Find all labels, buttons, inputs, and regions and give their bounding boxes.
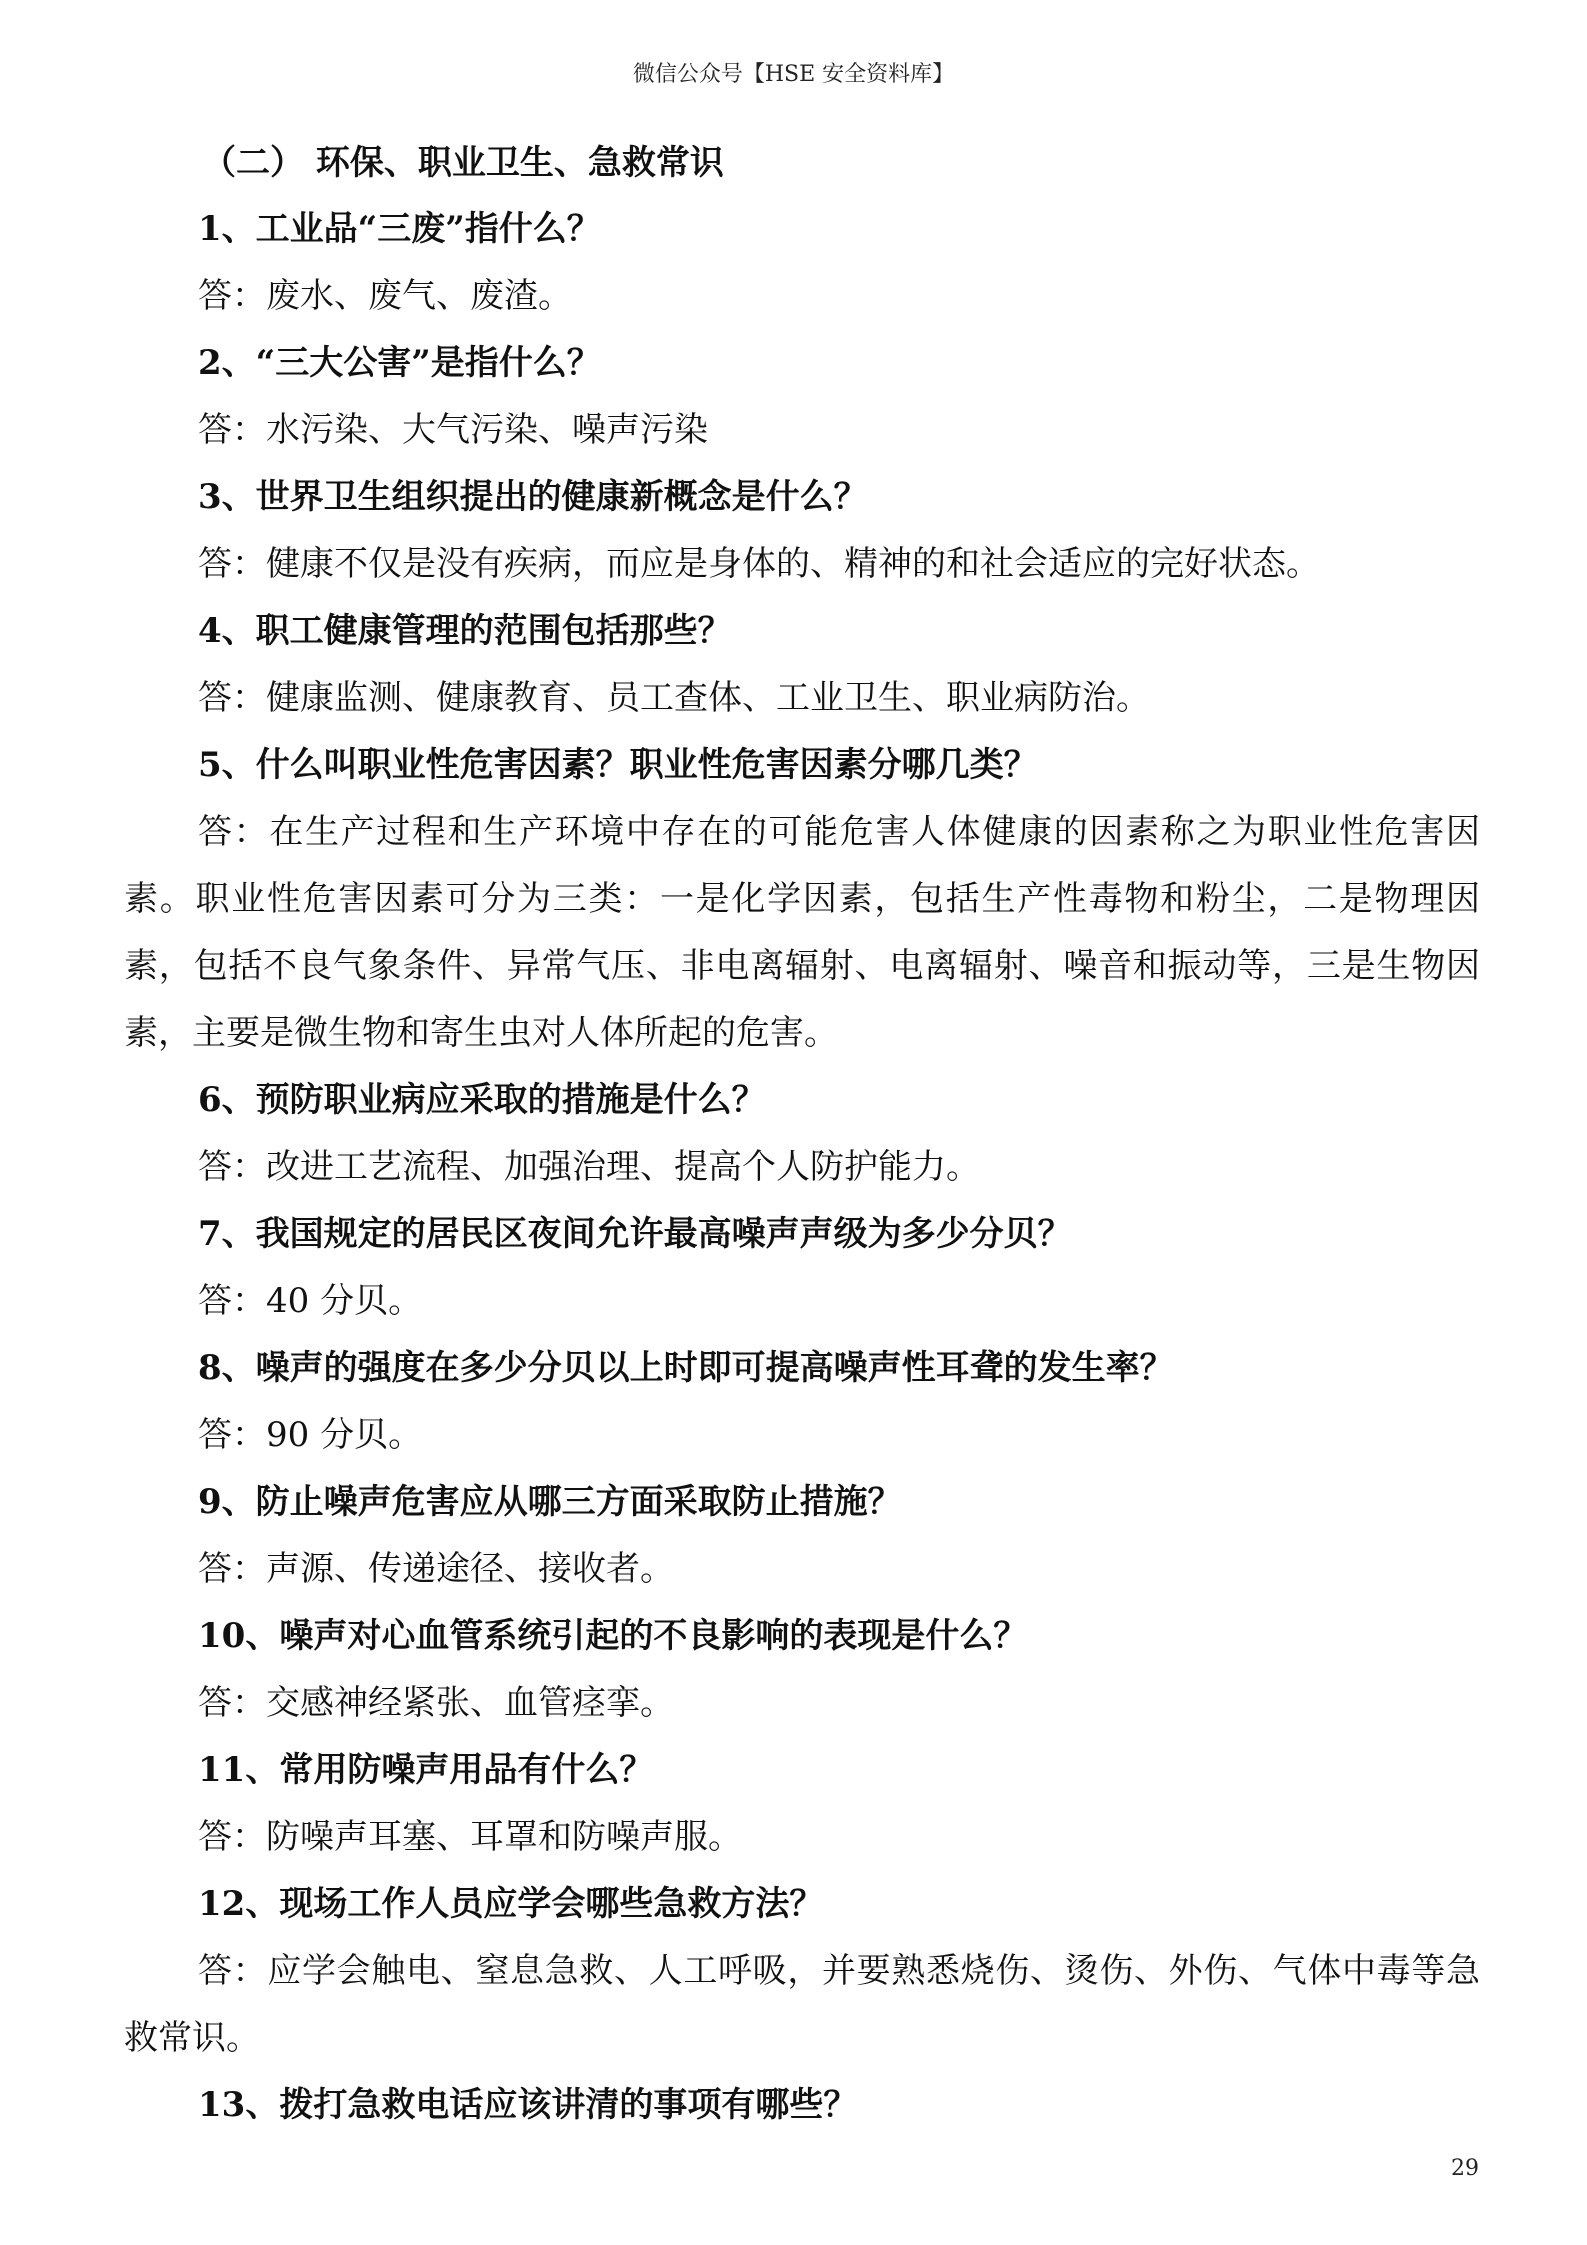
- answer: 答：水污染、大气污染、噪声污染: [198, 410, 708, 450]
- question: 13、拨打急救电话应该讲清的事项有哪些？: [198, 2085, 858, 2125]
- qa-item-3: [124, 464, 1480, 598]
- qa-item-8: [124, 1335, 1480, 1469]
- answer: 答：防噪声耳塞、耳罩和防噪声服。: [198, 1817, 742, 1857]
- answer: 答：在生产过程和生产环境中存在的可能危害人体健康的因素称之为职业性危害因素。职业性危害因素可分为三类：一是化学因素，包括生产性毒物和粉尘，二是物理因素，包括不良气象条件、异常气压、非电离辐射、电离辐射、噪音和振动等，三是生物因素，主要是微生物和寄生虫对人体所起的危害。: [124, 812, 1480, 1053]
- question: 9、防止噪声危害应从哪三方面采取防止措施？: [198, 1482, 902, 1522]
- qa-item-11: [124, 1737, 1480, 1871]
- answer: 答：交感神经紧张、血管痉挛。: [198, 1683, 674, 1723]
- qa-item-13: [124, 2072, 1480, 2139]
- answer: 答：健康监测、健康教育、员工查体、工业卫生、职业病防治。: [198, 678, 1150, 718]
- qa-item-2: [124, 330, 1480, 464]
- document-body: [124, 130, 1480, 2139]
- answer: 答：90 分贝。: [198, 1415, 423, 1455]
- question: 6、预防职业病应采取的措施是什么？: [198, 1080, 766, 1120]
- section-title: （二） 环保、职业卫生、急救常识: [202, 143, 724, 183]
- question: 12、现场工作人员应学会哪些急救方法？: [198, 1884, 824, 1924]
- qa-item-5: [124, 732, 1480, 1067]
- question: 4、职工健康管理的范围包括那些？: [198, 611, 732, 651]
- qa-item-7: [124, 1201, 1480, 1335]
- answer: 答：改进工艺流程、加强治理、提高个人防护能力。: [198, 1147, 980, 1187]
- question: 2、“三大公害”是指什么？: [198, 343, 601, 383]
- page-header: 微信公众号【HSE 安全资料库】: [632, 62, 955, 87]
- question: 1、工业品“三废”指什么？: [198, 209, 601, 249]
- question: 3、世界卫生组织提出的健康新概念是什么？: [198, 477, 868, 517]
- question: 5、什么叫职业性危害因素？职业性危害因素分哪几类？: [198, 745, 1038, 785]
- answer: 答：健康不仅是没有疾病，而应是身体的、精神的和社会适应的完好状态。: [198, 544, 1320, 584]
- question: 11、常用防噪声用品有什么？: [198, 1750, 654, 1790]
- qa-item-6: [124, 1067, 1480, 1201]
- answer: 答：应学会触电、窒息急救、人工呼吸，并要熟悉烧伤、烫伤、外伤、气体中毒等急救常识。: [124, 1951, 1480, 2058]
- qa-item-4: [124, 598, 1480, 732]
- answer: 答：40 分贝。: [198, 1281, 423, 1321]
- qa-item-12: [124, 1871, 1480, 2072]
- qa-item-1: [124, 196, 1480, 330]
- page-number: 29: [1451, 2156, 1479, 2181]
- qa-item-9: [124, 1469, 1480, 1603]
- question: 8、噪声的强度在多少分贝以上时即可提高噪声性耳聋的发生率？: [198, 1348, 1174, 1388]
- question: 7、我国规定的居民区夜间允许最高噪声声级为多少分贝？: [198, 1214, 1072, 1254]
- qa-item-10: [124, 1603, 1480, 1737]
- answer: 答：废水、废气、废渣。: [198, 276, 572, 316]
- question: 10、噪声对心血管系统引起的不良影响的表现是什么？: [198, 1616, 1028, 1656]
- answer: 答：声源、传递途径、接收者。: [198, 1549, 674, 1589]
